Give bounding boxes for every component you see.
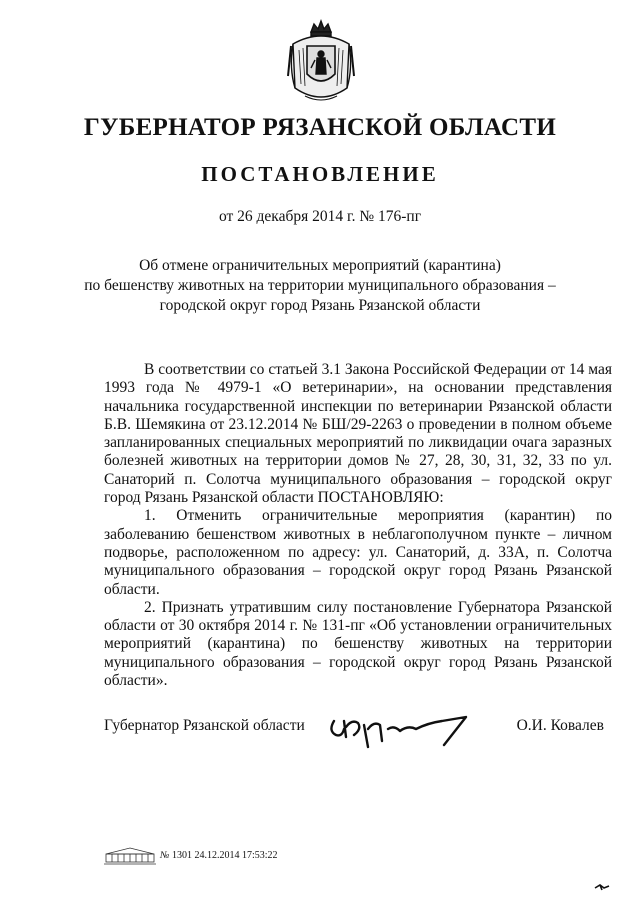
subject-line: городской округ город Рязань Рязанской области	[159, 297, 481, 314]
body-paragraph-item-1: 1. Отменить ограничительные мероприятия (карантин) по заболеванию бешенством животных в неблагополучном пункте – личном подворье, расположенном по адресу: ул. Санаторий, д. 33А, п. Солотча муниципального образования – городской округ город Рязань Рязанской области.	[104, 507, 612, 598]
registration-number-datetime: 1301 24.12.2014 17:53:22	[171, 850, 278, 861]
number-sign-icon: №	[160, 850, 170, 861]
body-paragraph-preamble: В соответствии со статьей 3.1 Закона Российской Федерации от 14 мая 1993 года № 4979-1 «О ветеринарии», на основании представления начальника государственной инспекции по ветеринарии Рязанской области Б.В. Шемякина от 23.12.2014 № БШ/29-2263 о проведении в полном объеме запланированных специальных мероприятий по ликвидации очага заразных болезней животных на территории домов № 27, 28, 30, 31, 32, 33 по ул. Санаторий п. Солотча муниципального образования – городской округ город Рязань Рязанской области ПОСТАНОВЛЯЮ:	[104, 361, 612, 507]
subject-line: Об отмене ограничительных мероприятий (карантина)	[139, 257, 501, 274]
signatory-name: О.И. Ковалев	[516, 717, 604, 734]
document-subject	[60, 256, 580, 316]
signature-block	[104, 715, 612, 755]
document-type: ПОСТАНОВЛЕНИЕ	[201, 162, 439, 186]
signatory-position: Губернатор Рязанской области	[104, 717, 305, 734]
subject-line: по бешенству животных на территории муниципального образования –	[84, 277, 556, 294]
body-paragraph-item-2: 2. Признать утратившим силу постановление Губернатора Рязанской области от 30 октября 2014 г. № 131-пг «Об установлении ограничительных мероприятий (карантина) по бешенству животных на территории муниципального образования – городской округ город Рязань Рязанской области».	[104, 598, 612, 690]
registry-building-icon	[104, 846, 156, 866]
registration-stamp-text	[160, 850, 278, 861]
governor-title: ГУБЕРНАТОР РЯЗАНСКОЙ ОБЛАСТИ	[83, 114, 557, 141]
document-body	[104, 361, 612, 690]
scan-mark-icon	[594, 882, 610, 892]
handwritten-signature-icon	[324, 707, 474, 749]
coat-of-arms-icon	[285, 18, 357, 110]
document-date-number: от 26 декабря 2014 г. № 176-пг	[218, 208, 422, 225]
